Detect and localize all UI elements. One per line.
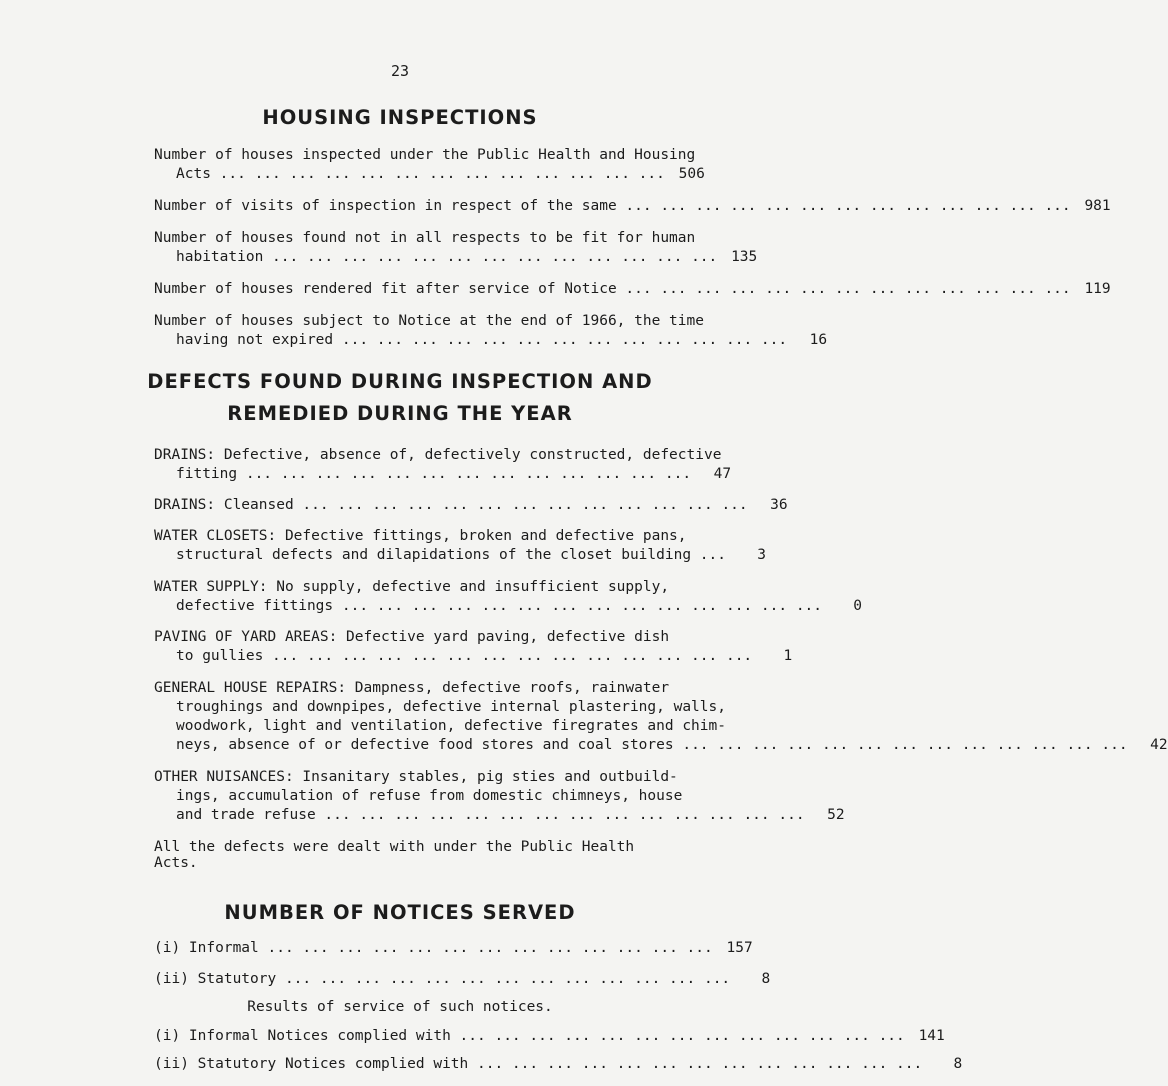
defect-value: 0 <box>853 598 863 614</box>
housing-value: 119 <box>1084 281 1111 297</box>
housing-item: Number of houses found not in all respects to be fit for human habitation ... 135 <box>154 229 646 267</box>
housing-item: Number of houses rendered fit after service of Notice ... 119 <box>154 280 646 299</box>
housing-item: Number of visits of inspection in respect of the same ... 981 <box>154 197 646 216</box>
housing-value: 16 <box>809 332 828 348</box>
page-number: 23 <box>390 62 410 80</box>
defect-value: 1 <box>783 648 793 664</box>
defect-item: WATER SUPPLY: No supply, defective and insufficient supply, defective fittings ... ... 0 <box>154 578 646 616</box>
defect-item: PAVING OF YARD AREAS: Defective yard paving, defective dish to gullies ... ... 1 <box>154 628 646 666</box>
defect-value: 52 <box>827 807 845 823</box>
defect-item: DRAINS: Cleansed ... 36 <box>154 496 646 515</box>
defect-item: OTHER NUISANCES: Insanitary stables, pig sties and outbuild- ings, accumulation of refuse from domestic chimneys, house and trade refuse ... ... 52 <box>154 768 646 825</box>
housing-item: Number of houses inspected under the Public Health and Housing Acts ... 506 <box>154 146 646 184</box>
defects-heading-line2: REMEDIED DURING THE YEAR <box>227 402 573 425</box>
notice-value: 157 <box>726 940 753 956</box>
defect-item: DRAINS: Defective, absence of, defectively constructed, defective fitting ... 47 <box>154 446 646 484</box>
housing-value: 981 <box>1084 198 1111 214</box>
housing-value: 506 <box>678 166 705 182</box>
housing-value: 135 <box>731 249 758 265</box>
defect-value: 3 <box>757 547 766 563</box>
defect-item: WATER CLOSETS: Defective fittings, broken and defective pans, structural defects and dilapidations of the closet building ... 3 <box>154 528 766 563</box>
result-item: (ii) Statutory Notices complied with ... 8 <box>154 1055 646 1074</box>
notice-value: 8 <box>761 971 771 987</box>
housing-inspections-heading: HOUSING INSPECTIONS <box>262 106 538 129</box>
notice-item: (ii) Statutory ... 8 <box>154 970 646 989</box>
housing-item: Number of houses subject to Notice at the end of 1966, the time having not expired ... 16 <box>154 312 646 350</box>
notice-item: (i) Informal ... 157 <box>154 939 646 958</box>
defect-value: 47 <box>713 466 732 482</box>
defect-value: 36 <box>770 497 788 513</box>
defect-value: 42 <box>1150 737 1168 753</box>
defects-heading-line1: DEFECTS FOUND DURING INSPECTION AND <box>147 370 653 393</box>
defect-item: GENERAL HOUSE REPAIRS: Dampness, defective roofs, rainwater troughings and downpipes, defective internal plastering, walls, woodwork, light and ventilation, defective firegrates and chim- neys, absence of or defective food stores and coal stores ... 42 <box>154 679 646 755</box>
defects-footer: All the defects were dealt with under the Public Health Acts. <box>154 839 635 871</box>
notices-heading: NUMBER OF NOTICES SERVED <box>224 901 576 924</box>
result-value: 141 <box>918 1028 945 1044</box>
result-value: 8 <box>953 1056 963 1072</box>
result-item: (i) Informal Notices complied with ... 141 <box>154 1027 646 1046</box>
results-subheading: Results of service of such notices. <box>247 999 553 1015</box>
